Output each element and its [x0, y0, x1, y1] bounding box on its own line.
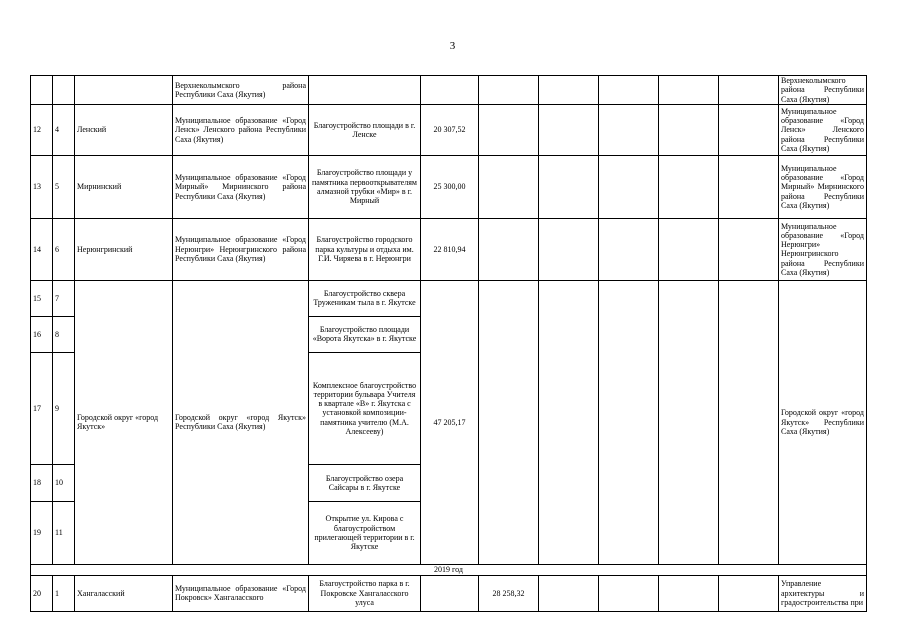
year-header-row	[31, 564, 867, 575]
object-cell: Благоустройство сквера Труженикам тыла в г. Якутске	[309, 280, 421, 316]
table-row	[31, 280, 867, 316]
district-cell: Мирнинский	[75, 155, 173, 218]
object-cell: Благоустройство парка в г. Покровске Хангаласского улуса	[309, 575, 421, 611]
org-cell: Муниципальное образование «Город Ленск» Ленского района Республики Саха (Якутия)	[173, 104, 309, 155]
recipient-cell: Городской округ «город Якутск» Республики Саха (Якутия)	[779, 280, 867, 564]
sum-cell: 22 810,94	[421, 218, 479, 280]
row-number: 19	[31, 501, 53, 564]
projects-table	[30, 75, 867, 612]
recipient-cell: Муниципальное образование «Город Мирный» Мирнинского района Республики Саха (Якутия)	[779, 155, 867, 218]
row-sub-number: 8	[53, 316, 75, 352]
object-cell: Благоустройство площади у памятника первооткрывателям алмазной трубки «Мир» в г. Мирный	[309, 155, 421, 218]
row-sub-number: 11	[53, 501, 75, 564]
district-cell: Хангаласский	[75, 575, 173, 611]
sum-cell: 25 300,00	[421, 155, 479, 218]
recipient-cell: Муниципальное образование «Город Нерюнгри» Нерюнгринского района Республики Саха (Якутия)	[779, 218, 867, 280]
table-row-continued	[31, 76, 867, 105]
row-sub-number: 6	[53, 218, 75, 280]
table-row	[31, 575, 867, 611]
org-cell: Муниципальное образование «Город Нерюнгри» Нерюнгринского района Республики Саха (Якутия)	[173, 218, 309, 280]
org-cell: Муниципальное образование «Город Мирный» Мирнинского района Республики Саха (Якутия)	[173, 155, 309, 218]
table-row	[31, 104, 867, 155]
row-number: 18	[31, 464, 53, 501]
object-cell: Благоустройство площади в г. Ленске	[309, 104, 421, 155]
row-number: 17	[31, 352, 53, 464]
row-number: 16	[31, 316, 53, 352]
table-row	[31, 155, 867, 218]
object-cell: Комплексное благоустройство территории бульвара Учителя в квартале «В» г. Якутска с установкой композиции-памятника учителю (М.А. Алексееву)	[309, 352, 421, 464]
org-cell: Верхнеколымского района Республики Саха (Якутия)	[173, 76, 309, 105]
object-cell: Благоустройство городского парка культуры и отдыха им. Г.И. Чиряева в г. Нерюнгри	[309, 218, 421, 280]
row-number: 13	[31, 155, 53, 218]
district-cell: Ленский	[75, 104, 173, 155]
org-cell: Городской округ «город Якутск» Республики Саха (Якутия)	[173, 280, 309, 564]
sum-cell: 28 258,32	[479, 575, 539, 611]
recipient-cell: Муниципальное образование «Город Ленск» Ленского района Республики Саха (Якутия)	[779, 104, 867, 155]
object-cell: Благоустройство озера Сайсары в г. Якутске	[309, 464, 421, 501]
table-row	[31, 218, 867, 280]
row-sub-number: 7	[53, 280, 75, 316]
row-sub-number: 9	[53, 352, 75, 464]
year-header: 2019 год	[31, 564, 867, 575]
row-sub-number: 10	[53, 464, 75, 501]
object-cell: Благоустройство площади «Ворота Якутска» в г. Якутске	[309, 316, 421, 352]
row-number: 15	[31, 280, 53, 316]
org-cell: Муниципальное образование «Город Покровск» Хангаласского	[173, 575, 309, 611]
recipient-cell: Верхнеколымского района Республики Саха (Якутия)	[779, 76, 867, 105]
row-number: 14	[31, 218, 53, 280]
row-number: 20	[31, 575, 53, 611]
row-number: 12	[31, 104, 53, 155]
sum-cell: 47 205,17	[421, 280, 479, 564]
row-sub-number: 1	[53, 575, 75, 611]
object-cell: Открытие ул. Кирова с благоустройством прилегающей территории в г. Якутске	[309, 501, 421, 564]
district-cell: Нерюнгринский	[75, 218, 173, 280]
row-sub-number: 4	[53, 104, 75, 155]
sum-cell: 20 307,52	[421, 104, 479, 155]
district-cell: Городской округ «город Якутск»	[75, 280, 173, 564]
recipient-cell: Управление архитектуры и градостроительства при	[779, 575, 867, 611]
row-sub-number: 5	[53, 155, 75, 218]
page-number: 3	[449, 40, 456, 52]
